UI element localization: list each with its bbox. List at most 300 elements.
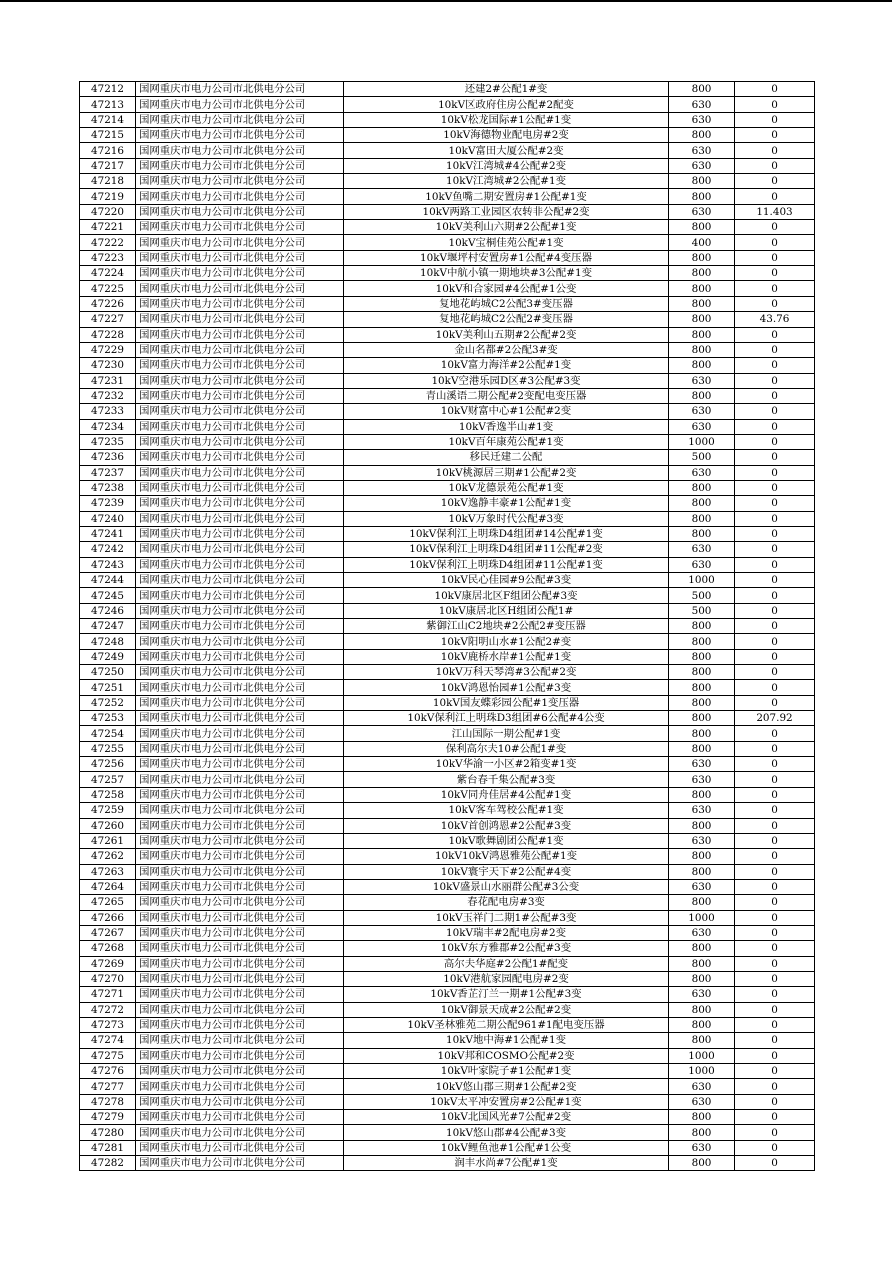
- row-id-cell: 47276: [80, 1064, 136, 1079]
- value-cell: 0: [735, 619, 815, 634]
- company-cell: 国网重庆市电力公司市北供电分公司: [136, 1125, 344, 1140]
- transformer-name-cell: 复地花屿城C2公配3#变压器: [344, 296, 669, 311]
- capacity-cell: 630: [669, 158, 735, 173]
- transformer-name-cell: 江山国际一期公配#1变: [344, 726, 669, 741]
- table-row: [80, 112, 815, 127]
- transformer-name-cell: 春花配电房#3变: [344, 895, 669, 910]
- value-cell: 0: [735, 465, 815, 480]
- company-cell: 国网重庆市电力公司市北供电分公司: [136, 404, 344, 419]
- capacity-cell: 800: [669, 741, 735, 756]
- company-cell: 国网重庆市电力公司市北供电分公司: [136, 358, 344, 373]
- capacity-cell: 630: [669, 404, 735, 419]
- table-row: [80, 634, 815, 649]
- capacity-cell: 800: [669, 342, 735, 357]
- row-id-cell: 47254: [80, 726, 136, 741]
- capacity-cell: 800: [669, 174, 735, 189]
- transformer-name-cell: 10kV寰宇天下#2公配#4变: [344, 864, 669, 879]
- value-cell: 0: [735, 895, 815, 910]
- transformer-name-cell: 10kV空港乐园D区#3公配#3变: [344, 373, 669, 388]
- capacity-cell: 800: [669, 895, 735, 910]
- transformer-name-cell: 高尔夫华庭#2公配1#配变: [344, 956, 669, 971]
- transformer-name-cell: 10kV保利江上明珠D4组团#11公配#2变: [344, 542, 669, 557]
- company-cell: 国网重庆市电力公司市北供电分公司: [136, 695, 344, 710]
- company-cell: 国网重庆市电力公司市北供电分公司: [136, 526, 344, 541]
- table-row: [80, 404, 815, 419]
- row-id-cell: 47277: [80, 1079, 136, 1094]
- company-cell: 国网重庆市电力公司市北供电分公司: [136, 250, 344, 265]
- transformer-name-cell: 10kV10kV鸿恩雅苑公配#1变: [344, 849, 669, 864]
- row-id-cell: 47240: [80, 511, 136, 526]
- transformer-name-cell: 10kV鱼嘴二期安置房#1公配#1变: [344, 189, 669, 204]
- company-cell: 国网重庆市电力公司市北供电分公司: [136, 1017, 344, 1032]
- row-id-cell: 47239: [80, 496, 136, 511]
- table-row: [80, 266, 815, 281]
- capacity-cell: 800: [669, 941, 735, 956]
- capacity-cell: 630: [669, 557, 735, 572]
- capacity-cell: 630: [669, 757, 735, 772]
- row-id-cell: 47212: [80, 82, 136, 97]
- table-row: [80, 987, 815, 1002]
- company-cell: 国网重庆市电力公司市北供电分公司: [136, 511, 344, 526]
- transformer-name-cell: 还建2#公配1#变: [344, 82, 669, 97]
- company-cell: 国网重庆市电力公司市北供电分公司: [136, 588, 344, 603]
- company-cell: 国网重庆市电力公司市北供电分公司: [136, 619, 344, 634]
- transformer-name-cell: 10kV太平冲安置房#2公配#1变: [344, 1094, 669, 1109]
- capacity-cell: 800: [669, 818, 735, 833]
- transformer-name-cell: 金山名都#2公配3#变: [344, 342, 669, 357]
- company-cell: 国网重庆市电力公司市北供电分公司: [136, 1156, 344, 1171]
- value-cell: 0: [735, 925, 815, 940]
- transformer-name-cell: 10kV堰坪村安置房#1公配#4变压器: [344, 250, 669, 265]
- company-cell: 国网重庆市电力公司市北供电分公司: [136, 634, 344, 649]
- capacity-cell: 800: [669, 787, 735, 802]
- table-row: [80, 450, 815, 465]
- capacity-cell: 800: [669, 388, 735, 403]
- transformer-name-cell: 10kV玉祥门二期1#公配#3变: [344, 910, 669, 925]
- row-id-cell: 47235: [80, 434, 136, 449]
- company-cell: 国网重庆市电力公司市北供电分公司: [136, 849, 344, 864]
- transformer-name-cell: 10kV地中海#1公配#1变: [344, 1033, 669, 1048]
- value-cell: 0: [735, 665, 815, 680]
- transformer-name-cell: 10kV香逸半山#1变: [344, 419, 669, 434]
- table-row: [80, 741, 815, 756]
- top-border-line: [0, 0, 892, 2]
- table-row: [80, 695, 815, 710]
- value-cell: 0: [735, 573, 815, 588]
- transformer-name-cell: 10kV鹿桥水岸#1公配#1变: [344, 649, 669, 664]
- value-cell: 0: [735, 250, 815, 265]
- table-row: [80, 956, 815, 971]
- capacity-cell: 800: [669, 250, 735, 265]
- company-cell: 国网重庆市电力公司市北供电分公司: [136, 1064, 344, 1079]
- table-row: [80, 864, 815, 879]
- value-cell: 0: [735, 496, 815, 511]
- table-row: [80, 849, 815, 864]
- table-row: [80, 312, 815, 327]
- capacity-cell: 630: [669, 772, 735, 787]
- table-row: [80, 588, 815, 603]
- table-row: [80, 1110, 815, 1125]
- company-cell: 国网重庆市电力公司市北供电分公司: [136, 910, 344, 925]
- value-cell: 0: [735, 112, 815, 127]
- capacity-cell: 630: [669, 542, 735, 557]
- table-row: [80, 925, 815, 940]
- company-cell: 国网重庆市电力公司市北供电分公司: [136, 787, 344, 802]
- transformer-name-cell: 10kV龙德景苑公配#1变: [344, 480, 669, 495]
- value-cell: 0: [735, 1094, 815, 1109]
- table-row: [80, 281, 815, 296]
- table-row: [80, 342, 815, 357]
- value-cell: 0: [735, 526, 815, 541]
- row-id-cell: 47257: [80, 772, 136, 787]
- table-row: [80, 204, 815, 219]
- table-row: [80, 1140, 815, 1155]
- row-id-cell: 47241: [80, 526, 136, 541]
- transformer-name-cell: 紫御江山C2地块#2公配2#变压器: [344, 619, 669, 634]
- transformer-name-cell: 10kV宝桐佳苑公配#1变: [344, 235, 669, 250]
- company-cell: 国网重庆市电力公司市北供电分公司: [136, 971, 344, 986]
- company-cell: 国网重庆市电力公司市北供电分公司: [136, 128, 344, 143]
- company-cell: 国网重庆市电力公司市北供电分公司: [136, 542, 344, 557]
- capacity-cell: 630: [669, 373, 735, 388]
- transformer-name-cell: 10kV和合家园#4公配#1公变: [344, 281, 669, 296]
- transformer-name-cell: 10kV富田大厦公配#2变: [344, 143, 669, 158]
- capacity-cell: 800: [669, 864, 735, 879]
- capacity-cell: 630: [669, 112, 735, 127]
- company-cell: 国网重庆市电力公司市北供电分公司: [136, 312, 344, 327]
- company-cell: 国网重庆市电力公司市北供电分公司: [136, 373, 344, 388]
- row-id-cell: 47253: [80, 711, 136, 726]
- capacity-cell: 800: [669, 128, 735, 143]
- value-cell: 0: [735, 634, 815, 649]
- transformer-name-cell: 10kV美利山五期#2公配#2变: [344, 327, 669, 342]
- company-cell: 国网重庆市电力公司市北供电分公司: [136, 603, 344, 618]
- table-row: [80, 1033, 815, 1048]
- capacity-cell: 800: [669, 496, 735, 511]
- value-cell: 207.92: [735, 711, 815, 726]
- capacity-cell: 800: [669, 849, 735, 864]
- value-cell: 0: [735, 450, 815, 465]
- capacity-cell: 630: [669, 465, 735, 480]
- capacity-cell: 800: [669, 634, 735, 649]
- value-cell: 0: [735, 542, 815, 557]
- row-id-cell: 47217: [80, 158, 136, 173]
- table-row: [80, 680, 815, 695]
- value-cell: 0: [735, 220, 815, 235]
- transformer-name-cell: 10kV财富中心#1公配#2变: [344, 404, 669, 419]
- value-cell: 0: [735, 342, 815, 357]
- table-row: [80, 434, 815, 449]
- capacity-cell: 800: [669, 220, 735, 235]
- table-body: [80, 82, 815, 1171]
- value-cell: 0: [735, 296, 815, 311]
- row-id-cell: 47221: [80, 220, 136, 235]
- transformer-name-cell: 移民迁建二公配: [344, 450, 669, 465]
- capacity-cell: 800: [669, 82, 735, 97]
- company-cell: 国网重庆市电力公司市北供电分公司: [136, 1094, 344, 1109]
- company-cell: 国网重庆市电力公司市北供电分公司: [136, 818, 344, 833]
- capacity-cell: 500: [669, 603, 735, 618]
- value-cell: 0: [735, 1064, 815, 1079]
- row-id-cell: 47248: [80, 634, 136, 649]
- row-id-cell: 47264: [80, 879, 136, 894]
- table-row: [80, 665, 815, 680]
- row-id-cell: 47265: [80, 895, 136, 910]
- capacity-cell: 630: [669, 1140, 735, 1155]
- row-id-cell: 47281: [80, 1140, 136, 1155]
- table-row: [80, 250, 815, 265]
- row-id-cell: 47262: [80, 849, 136, 864]
- row-id-cell: 47243: [80, 557, 136, 572]
- transformer-name-cell: 10kV客车驾校公配#1变: [344, 803, 669, 818]
- transformer-name-cell: 青山溪语二期公配#2变配电变压器: [344, 388, 669, 403]
- transformer-name-cell: 10kV北国风光#7公配#2变: [344, 1110, 669, 1125]
- company-cell: 国网重庆市电力公司市北供电分公司: [136, 419, 344, 434]
- company-cell: 国网重庆市电力公司市北供电分公司: [136, 803, 344, 818]
- capacity-cell: 800: [669, 665, 735, 680]
- capacity-cell: 800: [669, 312, 735, 327]
- row-id-cell: 47233: [80, 404, 136, 419]
- capacity-cell: 800: [669, 695, 735, 710]
- row-id-cell: 47224: [80, 266, 136, 281]
- table-row: [80, 1079, 815, 1094]
- table-row: [80, 97, 815, 112]
- capacity-cell: 800: [669, 480, 735, 495]
- row-id-cell: 47225: [80, 281, 136, 296]
- capacity-cell: 1000: [669, 1064, 735, 1079]
- table-row: [80, 373, 815, 388]
- value-cell: 0: [735, 373, 815, 388]
- company-cell: 国网重庆市电力公司市北供电分公司: [136, 1048, 344, 1063]
- value-cell: 0: [735, 971, 815, 986]
- company-cell: 国网重庆市电力公司市北供电分公司: [136, 925, 344, 940]
- row-id-cell: 47255: [80, 741, 136, 756]
- row-id-cell: 47227: [80, 312, 136, 327]
- table-row: [80, 941, 815, 956]
- row-id-cell: 47242: [80, 542, 136, 557]
- transformer-name-cell: 10kV海德物业配电房#2变: [344, 128, 669, 143]
- table-row: [80, 879, 815, 894]
- value-cell: 43.76: [735, 312, 815, 327]
- value-cell: 0: [735, 910, 815, 925]
- company-cell: 国网重庆市电力公司市北供电分公司: [136, 112, 344, 127]
- value-cell: 0: [735, 434, 815, 449]
- transformer-name-cell: 10kV同舟佳居#4公配#1变: [344, 787, 669, 802]
- row-id-cell: 47267: [80, 925, 136, 940]
- row-id-cell: 47223: [80, 250, 136, 265]
- capacity-cell: 800: [669, 266, 735, 281]
- capacity-cell: 630: [669, 833, 735, 848]
- company-cell: 国网重庆市电力公司市北供电分公司: [136, 772, 344, 787]
- row-id-cell: 47273: [80, 1017, 136, 1032]
- transformer-table: [79, 81, 815, 1171]
- value-cell: 0: [735, 358, 815, 373]
- value-cell: 0: [735, 189, 815, 204]
- row-id-cell: 47230: [80, 358, 136, 373]
- capacity-cell: 800: [669, 726, 735, 741]
- company-cell: 国网重庆市电力公司市北供电分公司: [136, 1002, 344, 1017]
- value-cell: 0: [735, 849, 815, 864]
- company-cell: 国网重庆市电力公司市北供电分公司: [136, 941, 344, 956]
- value-cell: 11.403: [735, 204, 815, 219]
- transformer-name-cell: 10kV阳明山水#1公配2#变: [344, 634, 669, 649]
- capacity-cell: 630: [669, 1079, 735, 1094]
- value-cell: 0: [735, 158, 815, 173]
- company-cell: 国网重庆市电力公司市北供电分公司: [136, 864, 344, 879]
- table-row: [80, 757, 815, 772]
- row-id-cell: 47252: [80, 695, 136, 710]
- company-cell: 国网重庆市电力公司市北供电分公司: [136, 480, 344, 495]
- value-cell: 0: [735, 649, 815, 664]
- row-id-cell: 47278: [80, 1094, 136, 1109]
- value-cell: 0: [735, 833, 815, 848]
- row-id-cell: 47236: [80, 450, 136, 465]
- capacity-cell: 630: [669, 987, 735, 1002]
- row-id-cell: 47215: [80, 128, 136, 143]
- company-cell: 国网重庆市电力公司市北供电分公司: [136, 1079, 344, 1094]
- capacity-cell: 800: [669, 1002, 735, 1017]
- value-cell: 0: [735, 128, 815, 143]
- table-row: [80, 220, 815, 235]
- capacity-cell: 630: [669, 803, 735, 818]
- table-row: [80, 158, 815, 173]
- table-row: [80, 496, 815, 511]
- row-id-cell: 47247: [80, 619, 136, 634]
- transformer-name-cell: 10kV松龙国际#1公配#1变: [344, 112, 669, 127]
- transformer-name-cell: 10kV逸静丰豪#1公配#1变: [344, 496, 669, 511]
- transformer-name-cell: 10kV万科天琴湾#3公配#2变: [344, 665, 669, 680]
- transformer-name-cell: 10kV保利江上明珠D4组团#11公配#1变: [344, 557, 669, 572]
- row-id-cell: 47226: [80, 296, 136, 311]
- transformer-name-cell: 10kV保利江上明珠D3组团#6公配#4公变: [344, 711, 669, 726]
- value-cell: 0: [735, 281, 815, 296]
- row-id-cell: 47263: [80, 864, 136, 879]
- row-id-cell: 47218: [80, 174, 136, 189]
- value-cell: 0: [735, 1079, 815, 1094]
- table-row: [80, 895, 815, 910]
- row-id-cell: 47268: [80, 941, 136, 956]
- table-row: [80, 526, 815, 541]
- value-cell: 0: [735, 772, 815, 787]
- row-id-cell: 47259: [80, 803, 136, 818]
- capacity-cell: 630: [669, 925, 735, 940]
- row-id-cell: 47228: [80, 327, 136, 342]
- capacity-cell: 630: [669, 143, 735, 158]
- transformer-name-cell: 10kV万象时代公配#3变: [344, 511, 669, 526]
- capacity-cell: 630: [669, 1094, 735, 1109]
- company-cell: 国网重庆市电力公司市北供电分公司: [136, 1033, 344, 1048]
- table-row: [80, 82, 815, 97]
- row-id-cell: 47238: [80, 480, 136, 495]
- company-cell: 国网重庆市电力公司市北供电分公司: [136, 711, 344, 726]
- row-id-cell: 47272: [80, 1002, 136, 1017]
- company-cell: 国网重庆市电力公司市北供电分公司: [136, 833, 344, 848]
- table-row: [80, 818, 815, 833]
- row-id-cell: 47279: [80, 1110, 136, 1125]
- transformer-name-cell: 10kV东方雅郡#2公配#3变: [344, 941, 669, 956]
- company-cell: 国网重庆市电力公司市北供电分公司: [136, 450, 344, 465]
- transformer-name-cell: 紫台春千集公配#3变: [344, 772, 669, 787]
- row-id-cell: 47222: [80, 235, 136, 250]
- company-cell: 国网重庆市电力公司市北供电分公司: [136, 895, 344, 910]
- value-cell: 0: [735, 1048, 815, 1063]
- capacity-cell: 800: [669, 619, 735, 634]
- value-cell: 0: [735, 803, 815, 818]
- transformer-name-cell: 10kV保利江上明珠D4组团#14公配#1变: [344, 526, 669, 541]
- capacity-cell: 1000: [669, 573, 735, 588]
- table-row: [80, 1156, 815, 1171]
- value-cell: 0: [735, 266, 815, 281]
- row-id-cell: 47219: [80, 189, 136, 204]
- row-id-cell: 47274: [80, 1033, 136, 1048]
- company-cell: 国网重庆市电力公司市北供电分公司: [136, 82, 344, 97]
- transformer-name-cell: 10kV香芷汀兰一期#1公配#3变: [344, 987, 669, 1002]
- company-cell: 国网重庆市电力公司市北供电分公司: [136, 987, 344, 1002]
- company-cell: 国网重庆市电力公司市北供电分公司: [136, 649, 344, 664]
- value-cell: 0: [735, 818, 815, 833]
- value-cell: 0: [735, 174, 815, 189]
- table-row: [80, 1094, 815, 1109]
- company-cell: 国网重庆市电力公司市北供电分公司: [136, 741, 344, 756]
- capacity-cell: 800: [669, 1125, 735, 1140]
- row-id-cell: 47282: [80, 1156, 136, 1171]
- company-cell: 国网重庆市电力公司市北供电分公司: [136, 266, 344, 281]
- company-cell: 国网重庆市电力公司市北供电分公司: [136, 281, 344, 296]
- transformer-name-cell: 10kV首创鸿恩#2公配#3变: [344, 818, 669, 833]
- transformer-name-cell: 复地花屿城C2公配2#变压器: [344, 312, 669, 327]
- row-id-cell: 47251: [80, 680, 136, 695]
- transformer-name-cell: 10kV瑞丰#2配电房#2变: [344, 925, 669, 940]
- value-cell: 0: [735, 787, 815, 802]
- capacity-cell: 630: [669, 97, 735, 112]
- row-id-cell: 47213: [80, 97, 136, 112]
- transformer-name-cell: 10kV鸿恩怡园#1公配#3变: [344, 680, 669, 695]
- value-cell: 0: [735, 143, 815, 158]
- transformer-name-cell: 10kV华渝一小区#2箱变#1变: [344, 757, 669, 772]
- value-cell: 0: [735, 480, 815, 495]
- row-id-cell: 47249: [80, 649, 136, 664]
- company-cell: 国网重庆市电力公司市北供电分公司: [136, 757, 344, 772]
- row-id-cell: 47250: [80, 665, 136, 680]
- capacity-cell: 800: [669, 1033, 735, 1048]
- transformer-name-cell: 10kV江湾城#2公配#1变: [344, 174, 669, 189]
- company-cell: 国网重庆市电力公司市北供电分公司: [136, 174, 344, 189]
- row-id-cell: 47216: [80, 143, 136, 158]
- row-id-cell: 47275: [80, 1048, 136, 1063]
- capacity-cell: 630: [669, 419, 735, 434]
- table-row: [80, 465, 815, 480]
- transformer-name-cell: 10kV悠山郡#4公配#3变: [344, 1125, 669, 1140]
- table-row: [80, 542, 815, 557]
- transformer-name-cell: 10kV康居北区H组团公配1#: [344, 603, 669, 618]
- value-cell: 0: [735, 1125, 815, 1140]
- company-cell: 国网重庆市电力公司市北供电分公司: [136, 879, 344, 894]
- value-cell: 0: [735, 864, 815, 879]
- transformer-name-cell: 10kV百年康苑公配#1变: [344, 434, 669, 449]
- company-cell: 国网重庆市电力公司市北供电分公司: [136, 327, 344, 342]
- transformer-name-cell: 10kV叶家院子#1公配#1变: [344, 1064, 669, 1079]
- table-row: [80, 772, 815, 787]
- company-cell: 国网重庆市电力公司市北供电分公司: [136, 726, 344, 741]
- transformer-name-cell: 10kV圣林雅苑二期公配961#1配电变压器: [344, 1017, 669, 1032]
- value-cell: 0: [735, 1140, 815, 1155]
- company-cell: 国网重庆市电力公司市北供电分公司: [136, 204, 344, 219]
- table-row: [80, 711, 815, 726]
- table-row: [80, 1048, 815, 1063]
- transformer-name-cell: 10kV鲤鱼池#1公配#1公变: [344, 1140, 669, 1155]
- row-id-cell: 47244: [80, 573, 136, 588]
- capacity-cell: 800: [669, 327, 735, 342]
